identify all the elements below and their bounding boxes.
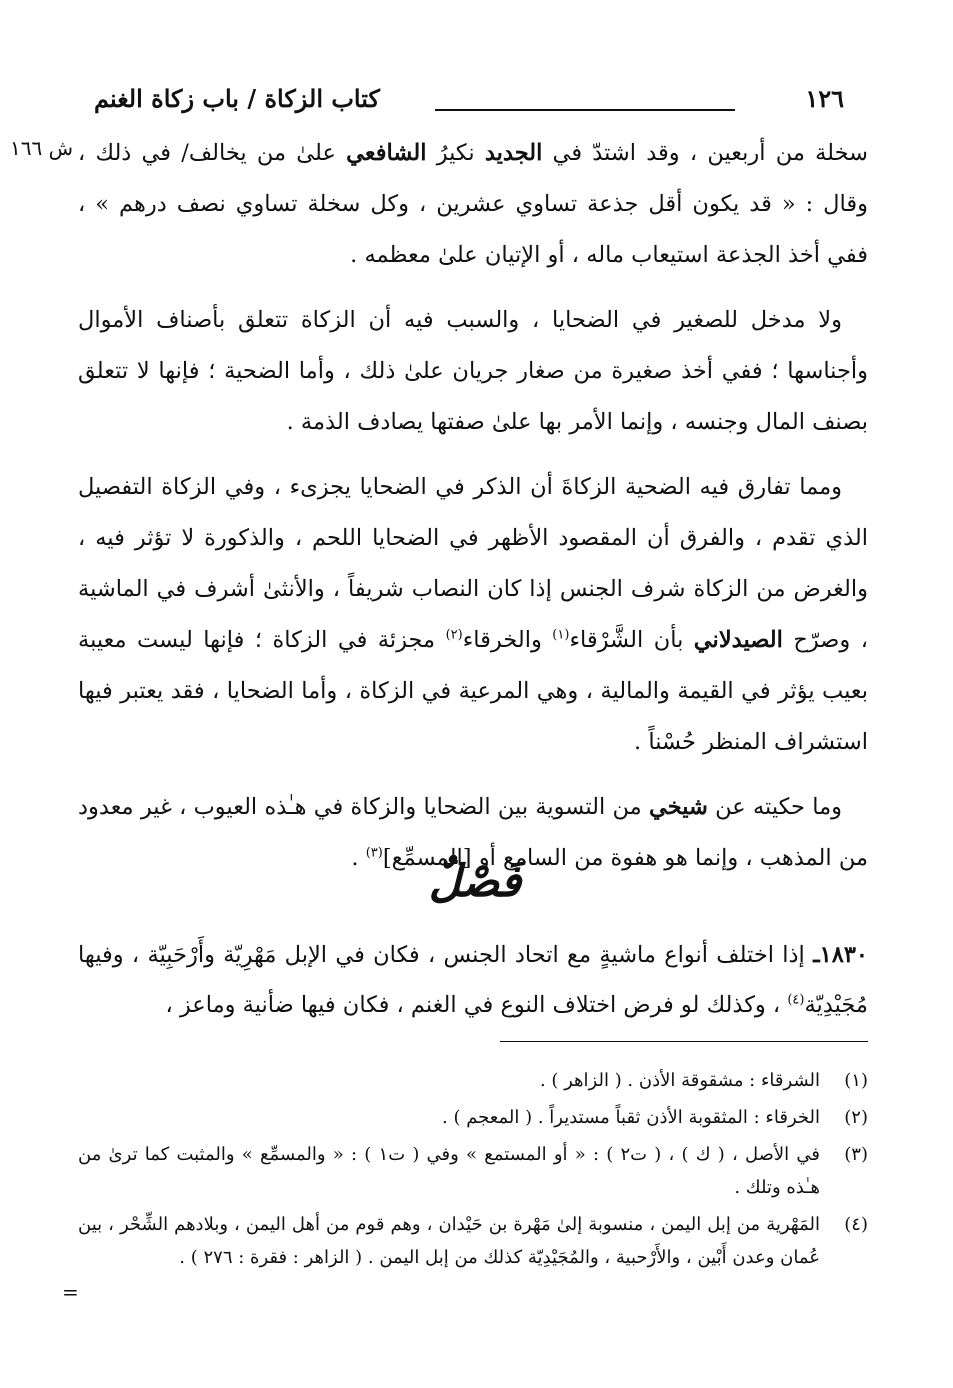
footnote [78, 1101, 868, 1134]
numbered-paragraph [78, 930, 868, 1030]
section-heading: فَصْلٌ [428, 856, 522, 907]
footnote [78, 1138, 868, 1204]
text-run: إذا اختلف أنواع ماشيةٍ مع اتحاد الجنس ، فكان في الإبل مَهْرِيّة وأَرْحَبِيّة ، وفيها مُجَيْدِيّة [78, 942, 868, 1018]
text-run: بأن الشَّرْقاء [569, 627, 694, 653]
bold-term: شيخي [648, 794, 708, 820]
footnote-text: الخرقاء : المثقوبة الأذن ثقباً مستديراً . ( المعجم ) . [442, 1107, 820, 1128]
section-heading-ornament [380, 848, 570, 918]
footnotes [78, 1064, 868, 1278]
text-run: وما حكيته عن [707, 794, 842, 820]
continuation-mark: = [62, 1280, 79, 1304]
paragraph-number: ١٨٣٠ـ [813, 942, 868, 968]
footnote-ref[interactable]: (١) [552, 627, 570, 643]
header-rule [435, 109, 735, 111]
section-text [78, 930, 868, 1030]
text-run: ، وكذلك لو فرض اختلاف النوع في الغنم ، فكان فيها ضأنية وماعز ، [165, 992, 788, 1018]
running-header [90, 84, 850, 118]
footnote-divider [500, 1041, 868, 1042]
text-run: والخرقاء [462, 627, 553, 653]
footnote-number: (٤) [844, 1214, 868, 1235]
footnote-number: (٣) [844, 1144, 868, 1165]
footnote-ref[interactable]: (٤) [787, 992, 805, 1008]
text-run: من التسوية بين الضحايا والزكاة في هـٰذه العيوب ، غير معدود من المذهب ، وإنما هو هفوة من السامع أو [المسمِّع] [78, 794, 868, 871]
footnote [78, 1208, 868, 1274]
footnote-text: الشرقاء : مشقوقة الأذن . ( الزاهر ) . [539, 1070, 820, 1091]
paragraph-3 [78, 462, 868, 768]
header-title: كتاب الزكاة / باب زكاة الغنم [94, 84, 380, 113]
margin-manuscript-ref: ش ١٦٦ [9, 136, 73, 160]
text-run: . [351, 845, 366, 871]
footnote-text: في الأصل ، ( ك ) ، ( ت٢ ) : « أو المستمع » وفي ( ت١ ) : « والمسمِّع » والمثبت كما ترىٰ من هـٰذه وتلك . [78, 1144, 820, 1198]
main-text [78, 128, 868, 884]
text-run: ومما تفارق فيه الضحية الزكاةَ أن الذكر في الضحايا يجزىء ، وفي الزكاة التفصيل الذي تقدم ، والفرق أن المقصود الأظهر في الضحايا اللحم ، والذكورة لا تؤثر فيه ، والغرض من الزكاة شرف الجنس إذا كان النصاب شريفاً ، والأنثىٰ أشرف في الماشية ، وصرّح [78, 474, 868, 653]
bold-term: الصيدلاني [693, 627, 783, 653]
footnote [78, 1064, 868, 1097]
page-number: ١٢٦ [805, 84, 844, 113]
footnote-number: (٢) [844, 1107, 868, 1128]
bold-term: الجديد [484, 140, 543, 166]
text-run: علىٰ من يخالف/ في ذلك ، وقال : « قد يكون أقل جذعة تساوي عشرين ، وكل سخلة تساوي نصف درهم » ، ففي أخذ الجذعة استيعاب ماله ، أو الإتيان علىٰ معظمه . [78, 140, 868, 268]
paragraph-2: ولا مدخل للصغير في الضحايا ، والسبب فيه أن الزكاة تتعلق بأصناف الأموال وأجناسها ؛ ففي أخذ صغيرة من صغار جريان علىٰ ذلك ، وأما الضحية ؛ فإنها لا تتعلق بصنف المال وجنسه ، وإنما الأمر بها علىٰ صفتها يصادف الذمة . [78, 307, 868, 435]
footnote-number: (١) [844, 1070, 868, 1091]
text-run: مجزئة في الزكاة ؛ فإنها ليست معيبة بعيب يؤثر في القيمة والمالية ، وهي المرعية في الزكاة ، وأما الضحايا ، فقد يعتبر فيها استشراف المنظر حُسْناً . [78, 627, 868, 755]
paragraph-1 [78, 128, 868, 281]
text-run: سخلة من أربعين ، وقد اشتدّ في [542, 140, 868, 166]
footnote-ref[interactable]: (٢) [445, 627, 463, 643]
bold-term: الشافعي [346, 140, 427, 166]
footnote-ref[interactable]: (٣) [365, 845, 383, 861]
footnote-text: المَهْرية من إبل اليمن ، منسوبة إلىٰ مَهْرة بن حَيْدان ، وهم قوم من أهل اليمن ، وبلادهم الشِّحْر ، بين عُمان وعدن أَبْين ، والأَرْحبية ، والمُجَيْدِيّة كذلك من إبل اليمن . ( الزاهر : فقرة : ٢٧٦ ) . [78, 1214, 820, 1268]
text-run: نكيرُ [426, 140, 485, 166]
